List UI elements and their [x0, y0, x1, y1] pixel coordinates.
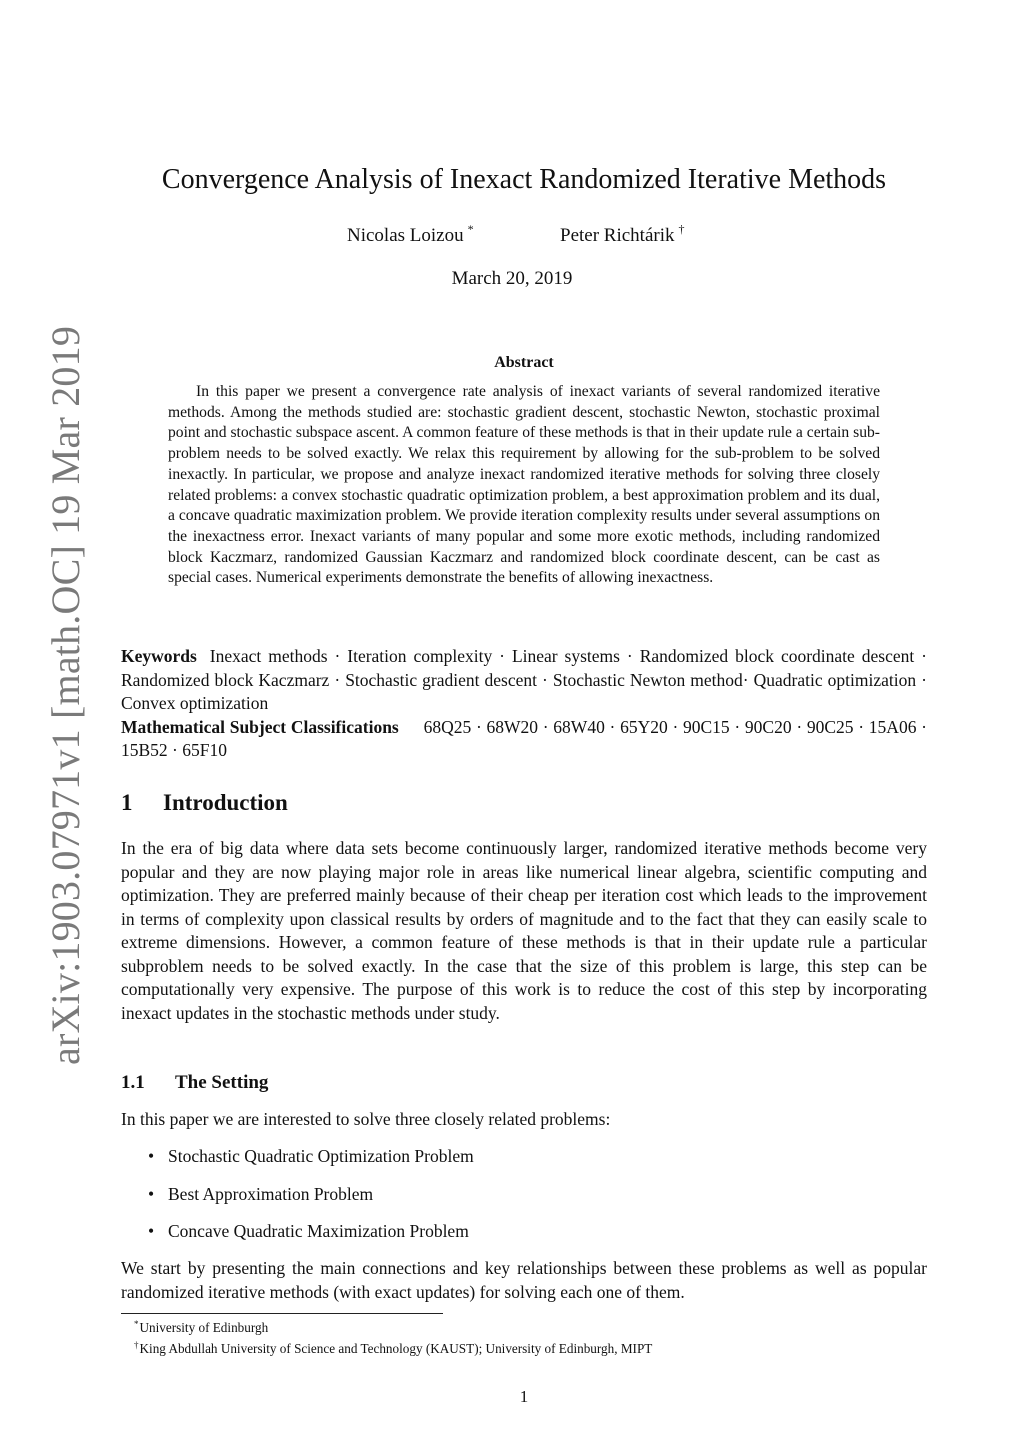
- arxiv-identifier-stamp: arXiv:1903.07971v1 [math.OC] 19 Mar 2019: [43, 325, 88, 1065]
- subsection-title: The Setting: [175, 1072, 269, 1093]
- section-title: Introduction: [163, 790, 288, 815]
- publication-date: March 20, 2019: [451, 268, 573, 289]
- section-heading-introduction: [121, 790, 288, 816]
- page-number: 1: [519, 1387, 529, 1406]
- keywords-line: [121, 645, 927, 716]
- footnote-1: [134, 1318, 652, 1339]
- abstract-text: In this paper we present a convergence rate analysis of inexact variants of several randomized iterative methods. Among the methods studied are: stochastic gradient descent, stochastic Newton, stochastic proximal point and stochastic subspace ascent. A common feature of these methods is that in their update rule a certain sub-problem needs to be solved exactly. We relax this requirement by allowing for the sub-problem to be solved inexactly. In particular, we propose and analyze inexact randomized iterative methods for solving three closely related problems: a convex stochastic quadratic optimization problem, a best approximation problem and its dual, a concave quadratic maximization problem. We provide iteration complexity results under several assumptions on the inexactness error. Inexact variants of many popular and some more exotic methods, including randomized block Kaczmarz, randomized Gaussian Kaczmarz and randomized block coordinate descent, can be cast as special cases. Numerical experiments demonstrate the benefits of allowing inexactness.: [168, 383, 880, 587]
- keywords-text: Inexact methods · Iteration complexity · Linear systems · Randomized block coordinate descent · Randomized block Kaczmarz · Stochastic gradient descent · Stochastic Newton method· Quadratic optimization · Convex optimization: [121, 646, 927, 713]
- keywords-block: [121, 645, 927, 763]
- msc-line: [121, 716, 927, 763]
- footnote-2-text: King Abdullah University of Science and Technology (KAUST); University of Edinburgh, MIPT: [139, 1341, 653, 1356]
- author-1-name: Nicolas Loizou: [347, 225, 464, 246]
- author-2: [560, 222, 685, 247]
- introduction-paragraph: In the era of big data where data sets become continuously larger, randomized iterative methods become very popular and they are now playing major role in areas like numerical linear algebra, scientific computing and optimization. They are preferred mainly because of their cheap per iteration cost which leads to the improvement in terms of complexity upon classical results by orders of magnitude and to the fact that they can easily scale to extreme dimensions. However, a common feature of these methods is that in their update rule a particular subproblem needs to be solved exactly. In the case that the size of this problem is large, this step can be computationally very expensive. The purpose of this work is to reduce the cost of this step by incorporating inexact updates in the stochastic methods under study.: [121, 838, 927, 1023]
- bullet-icon: •: [148, 1146, 155, 1166]
- author-2-footnote-mark: †: [678, 222, 685, 236]
- problem-list: [148, 1145, 474, 1258]
- footnote-2-mark: †: [134, 1340, 139, 1350]
- footnote-1-mark: *: [134, 1319, 139, 1329]
- subsection-number: 1.1: [121, 1072, 145, 1093]
- paper-title: Convergence Analysis of Inexact Randomized Iterative Methods: [161, 164, 887, 195]
- list-item-text: Best Approximation Problem: [168, 1183, 374, 1204]
- author-2-name: Peter Richtárik: [560, 225, 675, 246]
- msc-label: Mathematical Subject Classifications: [121, 716, 399, 737]
- keywords-label: Keywords: [121, 646, 197, 666]
- footnote-divider: [121, 1313, 443, 1314]
- msc-text: 68Q25 · 68W20 · 68W40 · 65Y20 · 90C15 · 90C20 · 90C25 · 15A06 · 15B52 · 65F10: [121, 716, 927, 760]
- bullet-icon: •: [148, 1183, 155, 1204]
- setting-closing-paragraph: We start by presenting the main connections and key relationships between these problems as well as popular randomized iterative methods (with exact updates) for solving each one of them.: [121, 1258, 927, 1302]
- list-item-text: Concave Quadratic Maximization Problem: [168, 1221, 469, 1241]
- list-item-text: Stochastic Quadratic Optimization Problem: [168, 1146, 474, 1166]
- author-1: [347, 222, 474, 247]
- footnote-2: [134, 1339, 652, 1360]
- section-number: 1: [121, 790, 133, 815]
- author-1-footnote-mark: *: [467, 222, 474, 236]
- list-item: [148, 1220, 474, 1258]
- abstract-heading: Abstract: [494, 354, 554, 371]
- list-item: [148, 1183, 474, 1221]
- footnote-1-text: University of Edinburgh: [139, 1320, 269, 1335]
- footnotes: [134, 1318, 652, 1360]
- list-item: [148, 1145, 474, 1183]
- setting-intro-paragraph: In this paper we are interested to solve three closely related problems:: [121, 1109, 611, 1129]
- bullet-icon: •: [148, 1221, 155, 1241]
- subsection-heading-setting: [121, 1072, 268, 1094]
